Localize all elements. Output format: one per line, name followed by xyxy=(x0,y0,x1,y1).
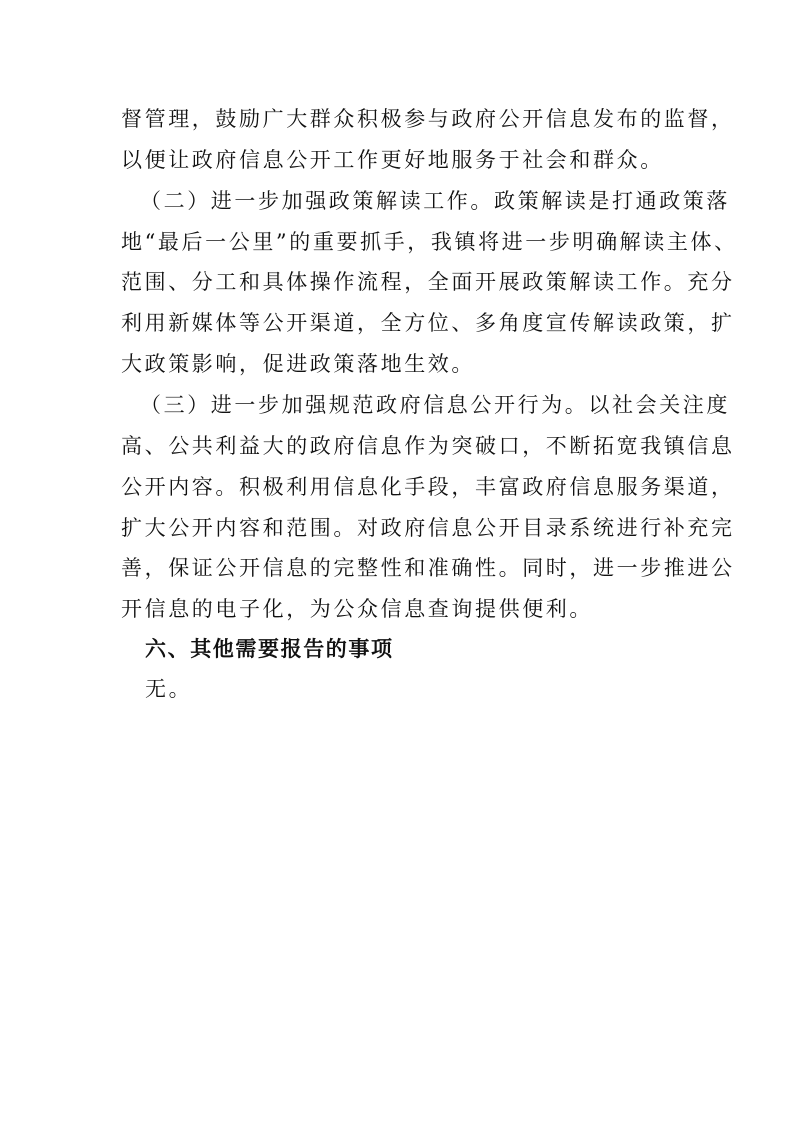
paragraph-1-line-1: 督管理，鼓励广大群众积极参与政府公开信息发布的监督， xyxy=(121,107,735,131)
paragraph-2-line-4: 利用新媒体等公开渠道，全方位、多角度宣传解读政策，扩 xyxy=(121,311,735,335)
paragraph-3-line-2: 高、公共利益大的政府信息作为突破口，不断拓宽我镇信息 xyxy=(121,434,735,458)
paragraph-2-line-1: （二）进一步加强政策解读工作。政策解读是打通政策落 xyxy=(140,189,730,213)
paragraph-3-line-6: 开信息的电子化，为公众信息查询提供便利。 xyxy=(121,597,593,621)
section-heading: 六、其他需要报告的事项 xyxy=(145,637,394,661)
paragraph-2-line-3: 范围、分工和具体操作流程，全面开展政策解读工作。充分 xyxy=(121,270,735,294)
paragraph-3-line-5: 善，保证公开信息的完整性和准确性。同时，进一步推进公 xyxy=(121,556,735,580)
section-body: 无。 xyxy=(145,677,193,701)
paragraph-3-line-4: 扩大公开内容和范围。对政府信息公开目录系统进行补充完 xyxy=(121,516,735,540)
paragraph-3-line-1: （三）进一步加强规范政府信息公开行为。以社会关注度 xyxy=(140,393,730,417)
paragraph-1-line-2: 以便让政府信息公开工作更好地服务于社会和群众。 xyxy=(121,148,664,172)
paragraph-2-line-5: 大政策影响，促进政策落地生效。 xyxy=(121,352,475,376)
paragraph-3-line-3: 公开内容。积极利用信息化手段，丰富政府信息服务渠道， xyxy=(121,475,735,499)
paragraph-2-line-2: 地“最后一公里”的重要抓手，我镇将进一步明确解读主体、 xyxy=(121,230,738,254)
